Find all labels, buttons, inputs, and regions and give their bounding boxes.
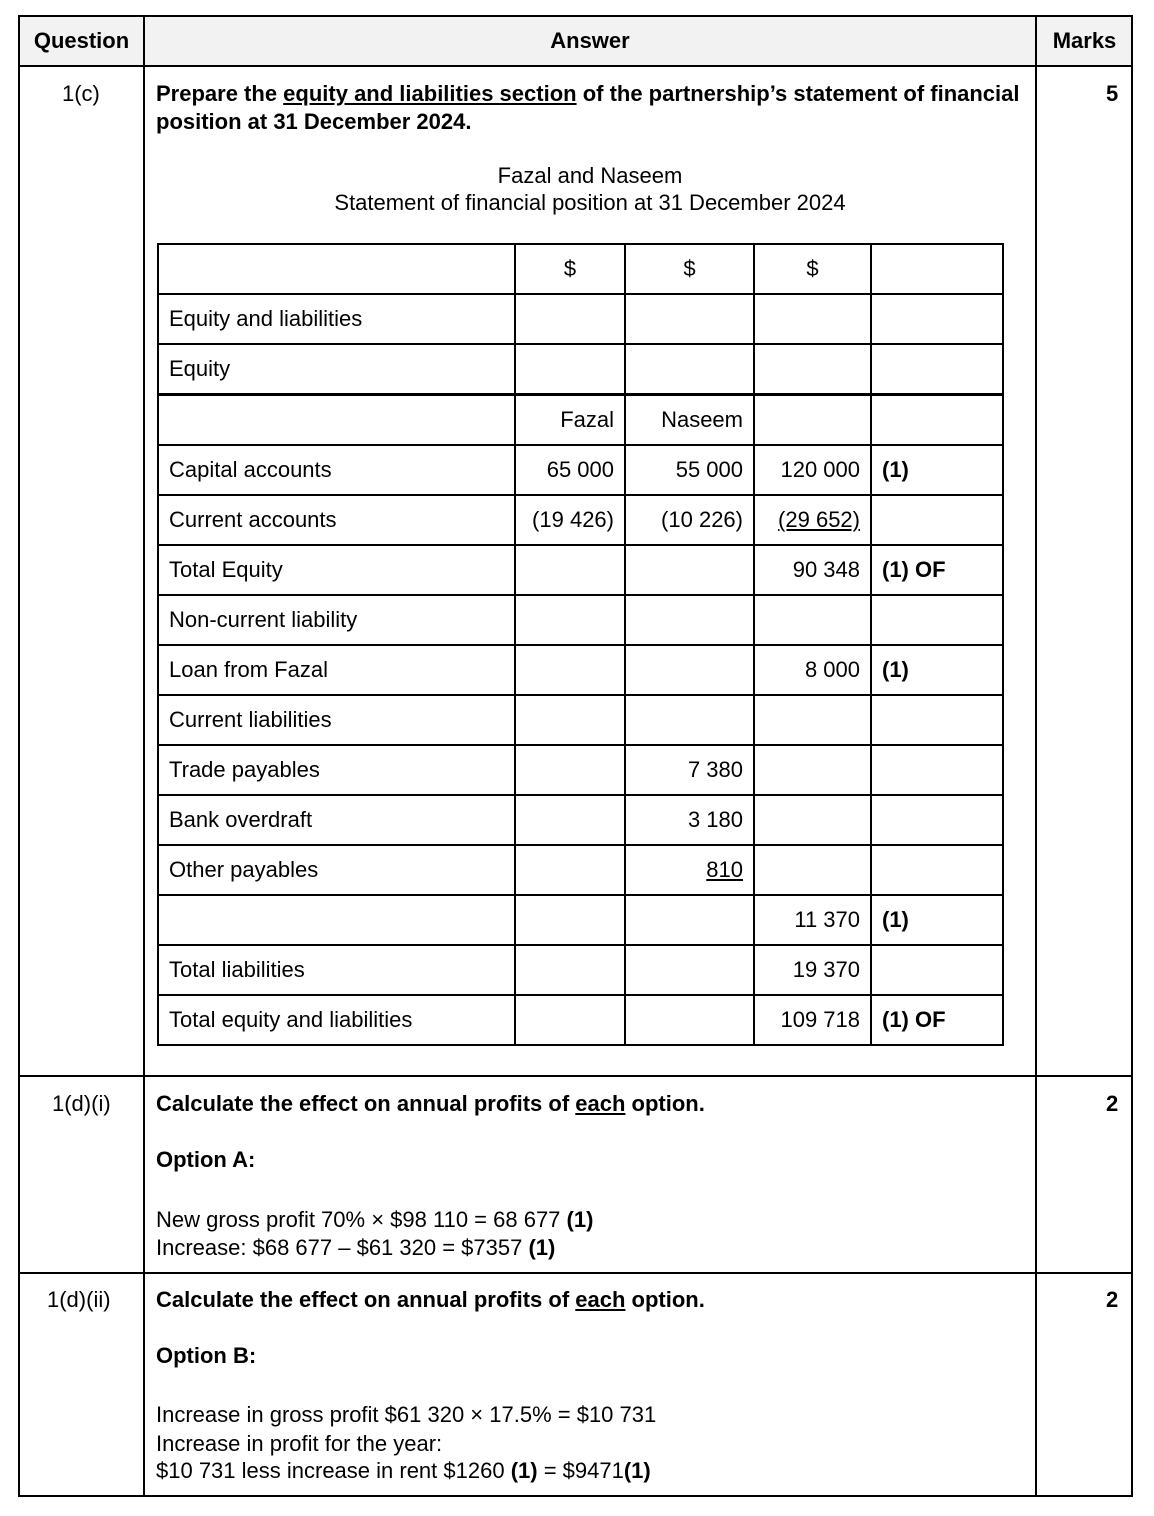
naseem-amount — [625, 895, 754, 945]
prompt-emphasis: each — [575, 1091, 626, 1116]
divider — [18, 1075, 1133, 1077]
row-label — [158, 445, 515, 495]
table-row — [158, 395, 1003, 446]
statement-of-financial-position-table — [157, 243, 1004, 1046]
naseem-amount — [625, 445, 754, 495]
divider — [1035, 15, 1037, 1497]
total-amount — [754, 395, 871, 446]
header-question: Question — [19, 15, 144, 66]
cell-text: (19 426) — [532, 507, 614, 532]
fazal-amount — [515, 244, 625, 294]
divider — [143, 15, 145, 1497]
table-row — [158, 795, 1003, 845]
mark-award — [871, 395, 1003, 446]
table-row — [158, 344, 1003, 395]
cell-text: (10 226) — [661, 507, 743, 532]
fazal-amount — [515, 495, 625, 545]
cell-text: 810 — [706, 857, 743, 882]
marks-value: 2 — [1106, 1091, 1119, 1116]
naseem-amount — [625, 545, 754, 595]
cell-text: Loan from Fazal — [169, 657, 328, 682]
header-marks: Marks — [1037, 15, 1132, 66]
fazal-amount — [515, 995, 625, 1045]
answer-line: Increase in profit for the year: — [156, 1431, 443, 1456]
statement-subtitle: Statement of financial position at 31 December 2024 — [334, 190, 846, 215]
naseem-amount — [625, 795, 754, 845]
cell-text: (1) — [882, 657, 909, 682]
cell-text: 3 180 — [687, 807, 743, 832]
cell-text: (1) OF — [882, 1007, 946, 1032]
answer-line — [156, 1457, 651, 1485]
mark-award — [871, 445, 1003, 495]
table-row — [158, 294, 1003, 344]
total-amount — [754, 244, 871, 294]
row-label — [158, 845, 515, 895]
prompt-emphasis: each — [575, 1287, 626, 1312]
cell-text: Non-current liability — [169, 607, 358, 632]
fazal-amount — [515, 595, 625, 645]
total-amount — [754, 795, 871, 845]
row-label — [158, 495, 515, 545]
mark-award — [871, 795, 1003, 845]
mark-award — [871, 645, 1003, 695]
naseem-amount — [625, 645, 754, 695]
prompt-text: Calculate the effect on annual profits of — [156, 1287, 576, 1312]
total-amount — [754, 495, 871, 545]
cell-text: Fazal — [560, 407, 614, 432]
total-amount — [754, 595, 871, 645]
mark-award: (1) — [566, 1207, 594, 1232]
mark-award — [871, 695, 1003, 745]
total-amount — [754, 294, 871, 344]
naseem-amount — [625, 745, 754, 795]
marks-value: 2 — [1106, 1287, 1119, 1312]
cell-text: (1) OF — [882, 557, 946, 582]
table-row — [158, 695, 1003, 745]
cell-text: Total Equity — [169, 557, 283, 582]
table-row — [158, 445, 1003, 495]
row-label — [158, 745, 515, 795]
cell-text: 65 000 — [546, 457, 614, 482]
naseem-amount — [625, 344, 754, 395]
fazal-amount — [515, 344, 625, 395]
mark-award — [871, 995, 1003, 1045]
mark-award: (1) — [528, 1235, 556, 1260]
row-label — [158, 645, 515, 695]
mark-award — [871, 244, 1003, 294]
naseem-amount — [625, 294, 754, 344]
divider — [18, 65, 1133, 67]
cell-text: 7 380 — [687, 757, 743, 782]
naseem-amount — [625, 595, 754, 645]
answer-text: New gross profit 70% × $98 110 = 68 677 — [156, 1207, 567, 1232]
cell-text: (29 652) — [778, 507, 860, 532]
header-answer: Answer — [145, 15, 1035, 66]
fazal-amount — [515, 645, 625, 695]
question-prompt — [156, 80, 1026, 136]
prompt-text: Calculate the effect on annual profits of — [156, 1091, 576, 1116]
table-row — [158, 845, 1003, 895]
naseem-amount — [625, 395, 754, 446]
total-amount — [754, 895, 871, 945]
cell-text: Naseem — [661, 407, 743, 432]
divider — [18, 15, 1133, 17]
question-number: 1(d)(ii) — [47, 1287, 111, 1312]
cell-text: Bank overdraft — [169, 807, 313, 832]
table-row — [158, 995, 1003, 1045]
question-prompt — [156, 1286, 705, 1314]
cell-text: 90 348 — [792, 557, 860, 582]
mark-award — [871, 745, 1003, 795]
answer-text: Increase: $68 677 – $61 320 = $7357 — [156, 1235, 529, 1260]
answer-text: = $9471 — [537, 1458, 624, 1483]
cell-text: Capital accounts — [169, 457, 332, 482]
total-amount — [754, 745, 871, 795]
cell-text: Current liabilities — [169, 707, 332, 732]
cell-text: $ — [683, 256, 696, 281]
total-amount — [754, 845, 871, 895]
table-row — [158, 645, 1003, 695]
fazal-amount — [515, 845, 625, 895]
row-label — [158, 344, 515, 395]
mark-award — [871, 294, 1003, 344]
cell-text: 120 000 — [780, 457, 860, 482]
row-label — [158, 395, 515, 446]
statement-title: Fazal and Naseem — [497, 163, 683, 188]
mark-award — [871, 495, 1003, 545]
total-amount — [754, 945, 871, 995]
total-amount — [754, 545, 871, 595]
fazal-amount — [515, 895, 625, 945]
fazal-amount — [515, 545, 625, 595]
fazal-amount — [515, 795, 625, 845]
question-number: 1(d)(i) — [52, 1091, 111, 1116]
table-row — [158, 895, 1003, 945]
prompt-text: Prepare the — [156, 81, 284, 106]
row-label — [158, 895, 515, 945]
cell-text: (1) — [882, 457, 909, 482]
mark-award: (1) — [623, 1458, 651, 1483]
total-amount — [754, 645, 871, 695]
cell-text: Equity and liabilities — [169, 306, 363, 331]
naseem-amount — [625, 845, 754, 895]
table-row — [158, 545, 1003, 595]
prompt-emphasis: equity and liabilities section — [283, 81, 577, 106]
naseem-amount — [625, 495, 754, 545]
row-label — [158, 695, 515, 745]
divider — [1131, 15, 1133, 1497]
cell-text: Current accounts — [169, 507, 337, 532]
row-label — [158, 294, 515, 344]
naseem-amount — [625, 945, 754, 995]
mark-award — [871, 595, 1003, 645]
cell-text: 11 370 — [794, 907, 860, 932]
cell-text: Trade payables — [169, 757, 320, 782]
row-label — [158, 795, 515, 845]
mark-award — [871, 344, 1003, 395]
naseem-amount — [625, 244, 754, 294]
table-row — [158, 244, 1003, 294]
answer-line: Increase in gross profit $61 320 × 17.5% = $10 731 — [156, 1402, 657, 1427]
row-label — [158, 995, 515, 1045]
mark-award — [871, 845, 1003, 895]
divider — [18, 1495, 1133, 1497]
mark-award: (1) — [510, 1458, 538, 1483]
table-row — [158, 495, 1003, 545]
cell-text: 55 000 — [675, 457, 743, 482]
table-row — [158, 945, 1003, 995]
row-label — [158, 945, 515, 995]
prompt-text: option. — [625, 1287, 705, 1312]
row-label — [158, 545, 515, 595]
total-amount — [754, 995, 871, 1045]
question-prompt — [156, 1090, 705, 1118]
mark-award — [871, 945, 1003, 995]
cell-text: 109 718 — [780, 1007, 860, 1032]
cell-text: $ — [806, 256, 819, 281]
fazal-amount — [515, 745, 625, 795]
cell-text: Other payables — [169, 857, 319, 882]
cell-text: $ — [563, 256, 577, 281]
total-amount — [754, 445, 871, 495]
cell-text: Total equity and liabilities — [169, 1007, 413, 1032]
cell-text: Equity — [169, 356, 231, 381]
total-amount — [754, 695, 871, 745]
answer-line — [156, 1234, 555, 1262]
row-label — [158, 244, 515, 294]
row-label — [158, 595, 515, 645]
divider — [18, 15, 20, 1497]
fazal-amount — [515, 695, 625, 745]
option-label: Option A: — [156, 1147, 256, 1172]
marks-value: 5 — [1106, 81, 1119, 106]
prompt-text: option. — [625, 1091, 705, 1116]
mark-award — [871, 545, 1003, 595]
total-amount — [754, 344, 871, 395]
prompt-text: of the partnership’s statement of financial position at 31 December 2024. — [156, 81, 1020, 134]
table-row — [158, 595, 1003, 645]
naseem-amount — [625, 695, 754, 745]
mark-award — [871, 895, 1003, 945]
fazal-amount — [515, 445, 625, 495]
cell-text: 19 370 — [792, 957, 860, 982]
cell-text: 8 000 — [804, 657, 860, 682]
naseem-amount — [625, 995, 754, 1045]
answer-line — [156, 1206, 593, 1234]
table-row — [158, 745, 1003, 795]
cell-text: Total liabilities — [169, 957, 305, 982]
cell-text: (1) — [882, 907, 909, 932]
answer-text: $10 731 less increase in rent $1260 — [156, 1458, 511, 1483]
option-label: Option B: — [156, 1343, 257, 1368]
fazal-amount — [515, 945, 625, 995]
fazal-amount — [515, 395, 625, 446]
divider — [18, 1272, 1133, 1274]
question-number: 1(c) — [62, 81, 100, 106]
fazal-amount — [515, 294, 625, 344]
